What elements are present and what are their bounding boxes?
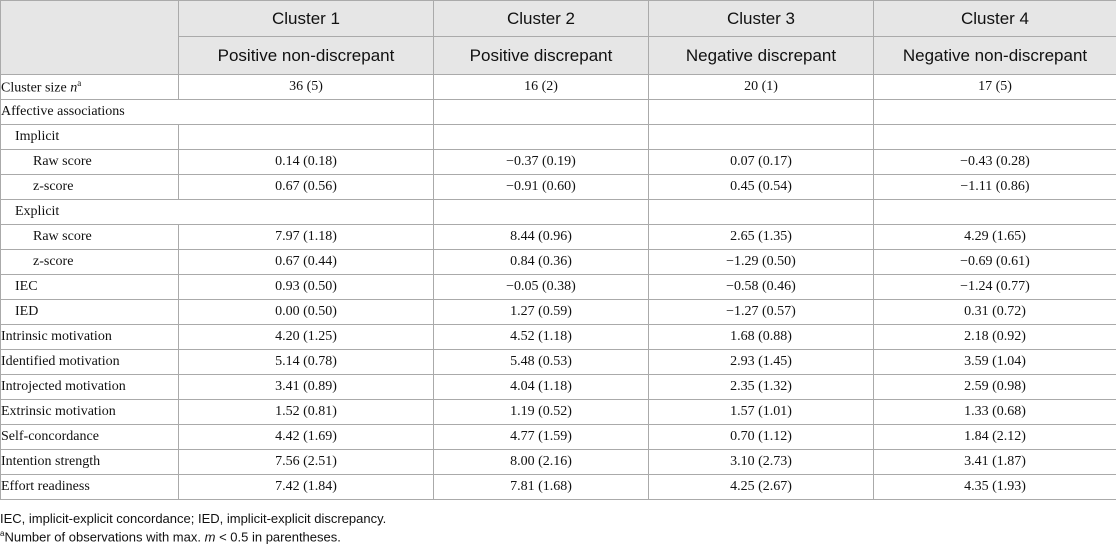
row-label: Identified motivation [1, 350, 179, 375]
table-cell: 4.29 (1.65) [874, 225, 1116, 250]
row-label: Intrinsic motivation [1, 325, 179, 350]
table-row-implicit-heading [1, 125, 1116, 150]
table-cell: −0.58 (0.46) [649, 275, 874, 300]
table-cell: 4.77 (1.59) [434, 425, 649, 450]
table-cell: 1.19 (0.52) [434, 400, 649, 425]
section-heading-affective: Affective associations [1, 100, 434, 125]
row-label: z-score [1, 250, 179, 275]
footnote-a: $^a$Number of observations with max. m < 0.5 in parentheses. [0, 529, 341, 545]
table-cell: 8.44 (0.96) [434, 225, 649, 250]
table-cell: 4.52 (1.18) [434, 325, 649, 350]
table-cell: 2.59 (0.98) [874, 375, 1116, 400]
table-cell: 16 (2) [434, 75, 649, 100]
table-cell: 8.00 (2.16) [434, 450, 649, 475]
table-cell: 7.97 (1.18) [179, 225, 434, 250]
table-cell: 0.00 (0.50) [179, 300, 434, 325]
table-row-introjected [1, 375, 1116, 400]
table-row-effort [1, 475, 1116, 500]
section-heading-explicit: Explicit [1, 200, 434, 225]
row-label: Cluster size $n^a$ [1, 75, 179, 100]
row-label: Raw score [1, 225, 179, 250]
row-label: IEC [1, 275, 179, 300]
header-row-clusters [1, 1, 1116, 37]
header-cluster-1: Cluster 1 [179, 1, 434, 37]
section-heading-implicit: Implicit [1, 125, 179, 150]
table-cell: −1.11 (0.86) [874, 175, 1116, 200]
header-cluster-4: Cluster 4 [874, 1, 1116, 37]
table-cell: 3.41 (0.89) [179, 375, 434, 400]
table-cell: 1.68 (0.88) [649, 325, 874, 350]
table-row-explicit-z [1, 250, 1116, 275]
header-cluster-2: Cluster 2 [434, 1, 649, 37]
table-cell: −0.43 (0.28) [874, 150, 1116, 175]
header-profile-4: Negative non-discrepant [874, 37, 1116, 75]
table-cell: 5.14 (0.78) [179, 350, 434, 375]
table-cell: 4.04 (1.18) [434, 375, 649, 400]
row-label: Extrinsic motivation [1, 400, 179, 425]
footnote-marker: a [77, 77, 82, 88]
table-cell: 2.65 (1.35) [649, 225, 874, 250]
table-row-self-concordance [1, 425, 1116, 450]
footnote-marker: a [0, 529, 5, 538]
table-row-affective-heading [1, 100, 1116, 125]
table-row-iec [1, 275, 1116, 300]
table-cell: 3.59 (1.04) [874, 350, 1116, 375]
table-cell: 4.35 (1.93) [874, 475, 1116, 500]
table-cell: 3.41 (1.87) [874, 450, 1116, 475]
table-row-extrinsic [1, 400, 1116, 425]
table-cell: 36 (5) [179, 75, 434, 100]
table-cell: 0.07 (0.17) [649, 150, 874, 175]
table-cell: 0.70 (1.12) [649, 425, 874, 450]
table-cell: 1.33 (0.68) [874, 400, 1116, 425]
row-label: IED [1, 300, 179, 325]
table-row-implicit-raw [1, 150, 1116, 175]
table-cell: 0.84 (0.36) [434, 250, 649, 275]
table-cell: −0.05 (0.38) [434, 275, 649, 300]
table-cell: 1.27 (0.59) [434, 300, 649, 325]
table-cell: 1.52 (0.81) [179, 400, 434, 425]
table-row-explicit-heading [1, 200, 1116, 225]
header-corner [1, 1, 179, 75]
table-cell: −1.29 (0.50) [649, 250, 874, 275]
row-label: Effort readiness [1, 475, 179, 500]
row-label: Raw score [1, 150, 179, 175]
table-row-intention [1, 450, 1116, 475]
table-row-implicit-z [1, 175, 1116, 200]
row-label: Intention strength [1, 450, 179, 475]
table-cell: −1.27 (0.57) [649, 300, 874, 325]
header-cluster-3: Cluster 3 [649, 1, 874, 37]
row-label: Introjected motivation [1, 375, 179, 400]
table-cell: 1.57 (1.01) [649, 400, 874, 425]
table-cell: 4.25 (2.67) [649, 475, 874, 500]
table-row-identified [1, 350, 1116, 375]
table-cell: −0.91 (0.60) [434, 175, 649, 200]
table-cell: 2.18 (0.92) [874, 325, 1116, 350]
table-cell: 2.35 (1.32) [649, 375, 874, 400]
table-row-intrinsic [1, 325, 1116, 350]
table-cell: 7.56 (2.51) [179, 450, 434, 475]
header-profile-1: Positive non-discrepant [179, 37, 434, 75]
table-cell: 0.45 (0.54) [649, 175, 874, 200]
table-cell: 20 (1) [649, 75, 874, 100]
table-cell: 0.67 (0.44) [179, 250, 434, 275]
table-cell: 7.81 (1.68) [434, 475, 649, 500]
table-cell: 5.48 (0.53) [434, 350, 649, 375]
table-cell: 2.93 (1.45) [649, 350, 874, 375]
table-row-ied [1, 300, 1116, 325]
footnote-abbreviations: IEC, implicit-explicit concordance; IED, implicit-explicit discrepancy. [0, 511, 387, 526]
header-profile-2: Positive discrepant [434, 37, 649, 75]
row-label: z-score [1, 175, 179, 200]
table-cell: 4.20 (1.25) [179, 325, 434, 350]
table-cell: 17 (5) [874, 75, 1116, 100]
table-cell: 1.84 (2.12) [874, 425, 1116, 450]
table-row-cluster-size [1, 75, 1116, 100]
table-cell: −0.69 (0.61) [874, 250, 1116, 275]
table-cell: 3.10 (2.73) [649, 450, 874, 475]
table-cell: 0.14 (0.18) [179, 150, 434, 175]
table-cell: 4.42 (1.69) [179, 425, 434, 450]
header-profile-3: Negative discrepant [649, 37, 874, 75]
table-cell: 7.42 (1.84) [179, 475, 434, 500]
table-row-explicit-raw [1, 225, 1116, 250]
row-label: Self-concordance [1, 425, 179, 450]
table-cell: 0.31 (0.72) [874, 300, 1116, 325]
table-cell: 0.67 (0.56) [179, 175, 434, 200]
table-cell: −0.37 (0.19) [434, 150, 649, 175]
table-cell: 0.93 (0.50) [179, 275, 434, 300]
table-cell: −1.24 (0.77) [874, 275, 1116, 300]
